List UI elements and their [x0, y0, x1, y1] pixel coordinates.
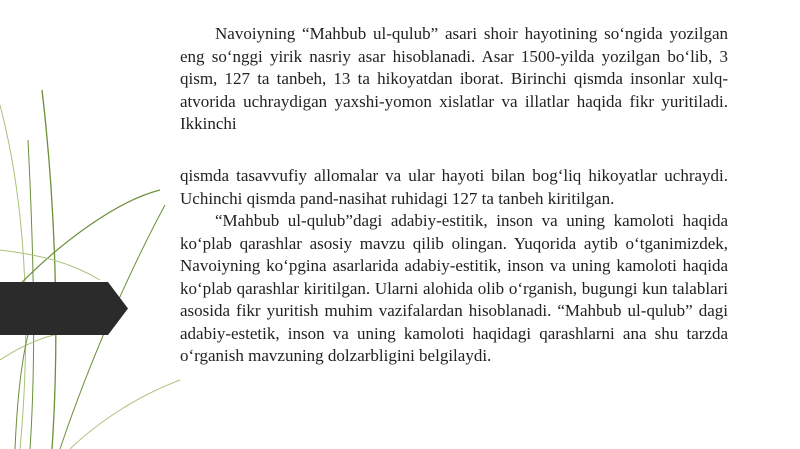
text-block-top — [180, 23, 728, 136]
paragraph-continuation: qismda tasavvufiy allomalar va ular hayoti bilan bog‘liq hikoyatlar uchraydi. Uchinchi qismda pand-nasihat ruhidagi 127 ta tanbeh kiritilgan. — [180, 166, 728, 208]
paragraph-2: “Mahbub ul-qulub”dagi adabiy-estitik, inson va uning kamoloti haqida ko‘plab qarashlar asosiy mavzu qilib olingan. Yuqorida aytib o‘tganimizdek, Navoiyning ko‘pgina asarlarida adabiy-estitik, inson va uning kamoloti haqida ko‘plab qarashlar kiritilgan. Ularni alohida olib o‘rganish, bugungi kun talablari asosida fikr yuritish muhim vazifalardan hisoblanadi. “Mahbub ul-qulub” dagi adabiy-estetik, inson va uning kamoloti haqidagi qarashlarni ana shu tarzda o‘rganish mavzuning dolzarbligini belgilaydi. — [180, 211, 728, 365]
text-block-bottom — [180, 165, 728, 368]
paragraph-1: Navoiyning “Mahbub ul-qulub” asari shoir hayotining so‘ngida yozilgan eng so‘nggi yirik nasriy asar hisoblanadi. Asar 1500-yilda yozilgan bo‘lib, 3 qism, 127 ta tanbeh, 13 ta hikoyatdan iborat. Birinchi qismda insonlar xulq- atvorida uchraydigan yaxshi-yomon xislatlar va illatlar haqida fikr yuritiladi. Ikkinchi — [180, 24, 728, 133]
decorative-lines — [0, 0, 200, 449]
arrow-tab-shape — [0, 282, 128, 335]
